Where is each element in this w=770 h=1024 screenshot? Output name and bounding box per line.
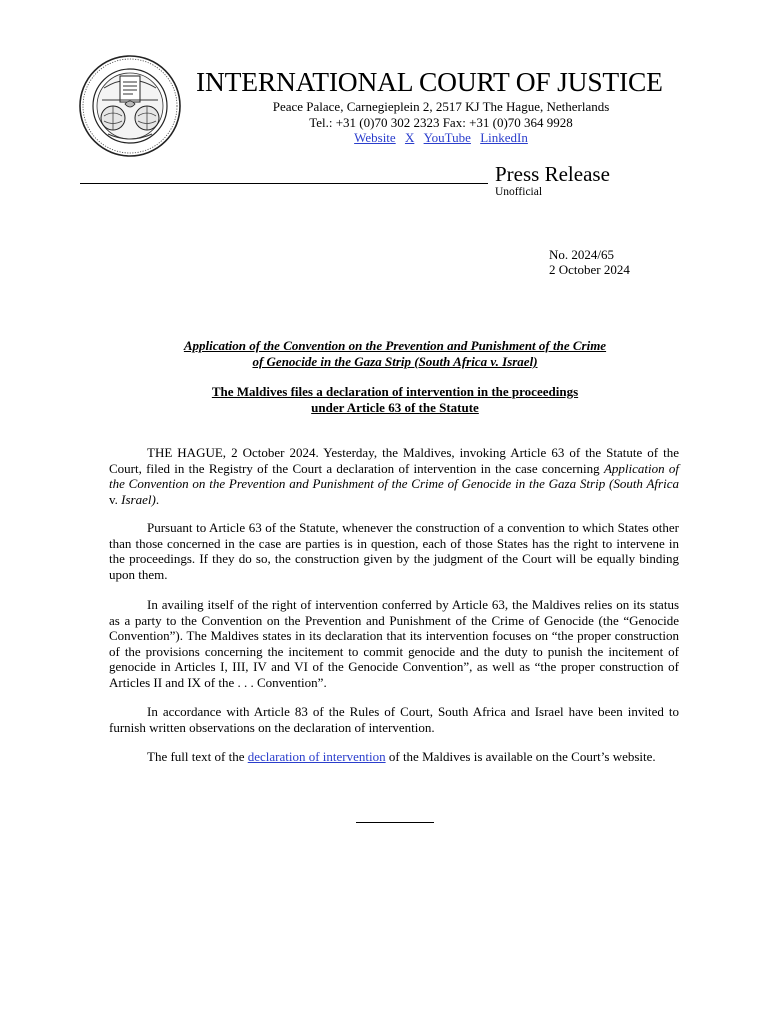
youtube-link[interactable]: YouTube: [423, 130, 471, 145]
paragraph-3: In availing itself of the right of intervention conferred by Article 63, the Maldives relies on its status as a party to the Convention on the Prevention and Punishment of the Crime of Genocide (the “Genocide Convention”). The Maldives states in its declaration that its intervention focuses on “the proper construction of the provisions concerning the incitement to commit genocide and the duty to punish the incitement of genocide in Articles I, III, IV and VI of the Genocide Convention”, as well as “the proper construction of Articles II and IX of the . . . Convention”.: [109, 597, 679, 690]
court-title: INTERNATIONAL COURT OF JUSTICE: [196, 66, 663, 97]
paragraph-4: In accordance with Article 83 of the Rules of Court, South Africa and Israel have been invited to furnish written observations on the declaration of intervention.: [109, 704, 679, 735]
paragraph-2: Pursuant to Article 63 of the Statute, whenever the construction of a convention to which States other than those concerned in the case are parties is in question, each of those States has the right to intervene in the proceedings. If they do so, the construction given by the judgment of the Court will be equally binding upon them.: [109, 520, 679, 582]
paragraph-1: [109, 445, 679, 507]
press-release-label: Press Release: [495, 162, 610, 186]
headline-line-1: The Maldives files a declaration of intervention in the proceedings: [211, 384, 579, 399]
case-title-line-2: of Genocide in the Gaza Strip (South Africa v. Israel): [252, 354, 538, 369]
court-phone-fax: Tel.: +31 (0)70 302 2323 Fax: +31 (0)70 364 9928: [309, 115, 573, 130]
paragraph-5-before: The full text of the: [147, 749, 248, 764]
release-number: No. 2024/65: [549, 247, 614, 262]
headline-line-2: under Article 63 of the Statute: [311, 400, 479, 415]
case-name-italic: Application of the Convention on the Prevention and Punishment of the Crime of Genocide in the Gaza Strip (South Africa: [109, 460, 679, 492]
website-link[interactable]: Website: [354, 130, 396, 145]
linkedin-link[interactable]: LinkedIn: [480, 130, 528, 145]
release-date: 2 October 2024: [549, 262, 630, 277]
versus-text: v.: [109, 491, 122, 507]
declaration-link[interactable]: declaration of intervention: [247, 749, 386, 764]
header-links: [196, 130, 686, 146]
unofficial-label: Unofficial: [495, 186, 543, 198]
paragraph-5: [109, 749, 679, 765]
court-seal-icon: [78, 54, 182, 158]
case-title-line-1: Application of the Convention on the Prevention and Punishment of the Crime: [183, 338, 607, 353]
case-name-italic-end: Israel): [121, 491, 156, 507]
paragraph-1-end: .: [155, 491, 160, 507]
court-address: Peace Palace, Carnegieplein 2, 2517 KJ The Hague, Netherlands: [272, 99, 610, 114]
end-rule: [356, 822, 434, 823]
x-link[interactable]: X: [404, 130, 415, 145]
header-rule: [80, 183, 488, 184]
paragraph-5-after: of the Maldives is available on the Court’s website.: [385, 749, 656, 764]
paragraph-1-text: THE HAGUE, 2 October 2024. Yesterday, the Maldives, invoking Article 63 of the Statute of the Court, filed in the Registry of the Court a declaration of intervention in the case concerning: [109, 445, 679, 476]
